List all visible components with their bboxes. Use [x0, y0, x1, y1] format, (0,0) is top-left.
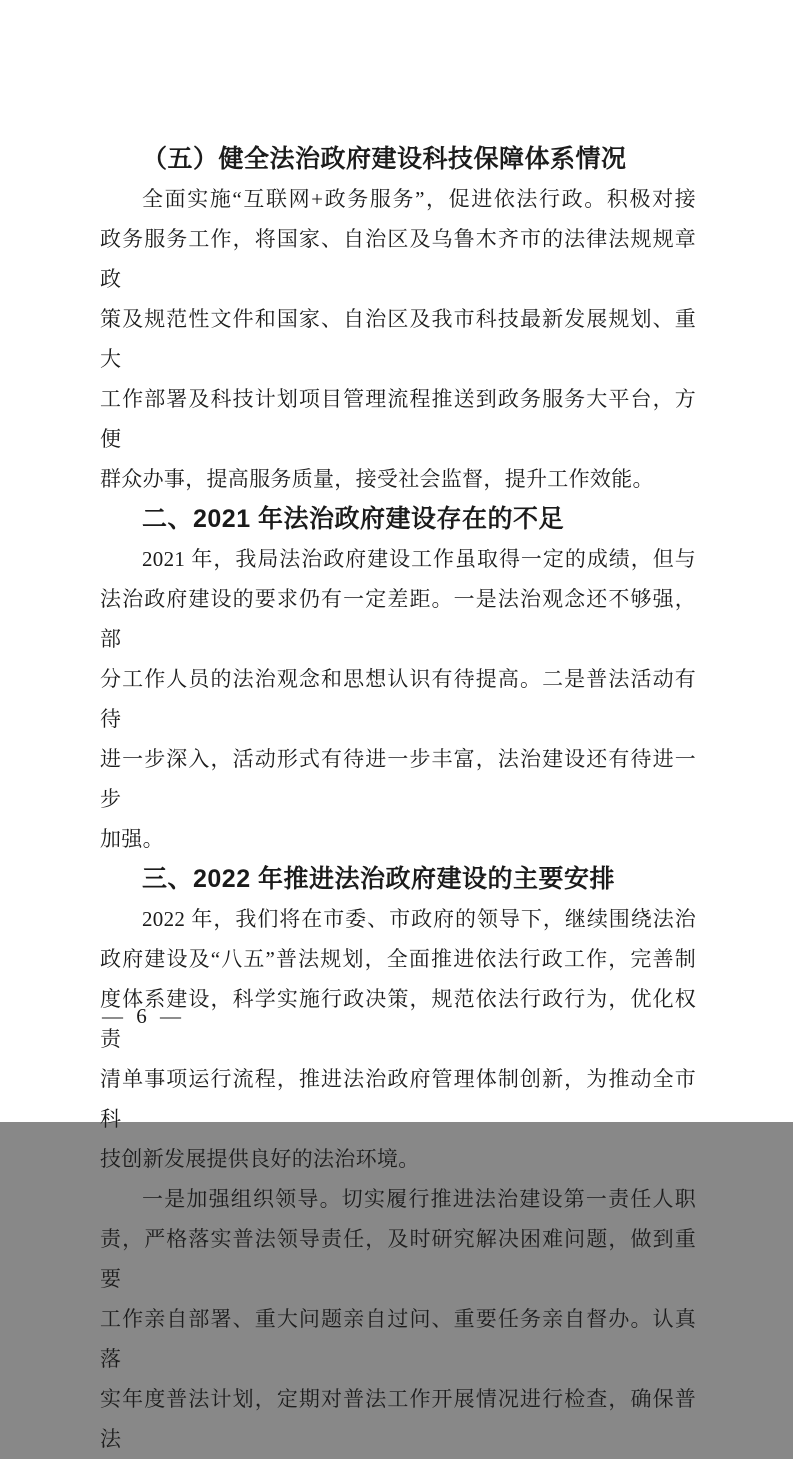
- section-heading-2021-shortcomings: 二、2021 年法治政府建设存在的不足: [142, 505, 565, 533]
- text-line: 清单事项运行流程，推进法治政府管理体制创新，为推动全市科: [100, 1067, 696, 1131]
- text-line: 全面实施“互联网+政务服务”，促进依法行政。积极对接: [142, 187, 696, 211]
- page-number: — 6 —: [102, 1004, 185, 1028]
- paragraph-tech-guarantee: [100, 179, 696, 499]
- text-line: 工作亲自部署、重大问题亲自过问、重要任务亲自督办。认真落: [100, 1307, 696, 1371]
- text-line: 工作部署及科技计划项目管理流程推送到政务服务大平台，方便: [100, 387, 696, 451]
- section-heading-tech-guarantee: （五）健全法治政府建设科技保障体系情况: [142, 145, 627, 173]
- text-line: 分工作人员的法治观念和思想认识有待提高。二是普法活动有待: [100, 667, 696, 731]
- text-line: 政务服务工作，将国家、自治区及乌鲁木齐市的法律法规规章政: [100, 227, 696, 291]
- text-line: 群众办事，提高服务质量，接受社会监督，提升工作效能。: [100, 467, 654, 491]
- paragraph-2021-shortcomings: [100, 539, 696, 859]
- document-body: [100, 139, 696, 1459]
- text-line: 实年度普法计划，定期对普法工作开展情况进行检查，确保普法: [100, 1387, 696, 1451]
- text-line: 策及规范性文件和国家、自治区及我市科技最新发展规划、重大: [100, 307, 696, 371]
- text-line: 进一步深入，活动形式有待进一步丰富，法治建设还有待进一步: [100, 747, 696, 811]
- text-line: 政府建设及“八五”普法规划，全面推进依法行政工作，完善制: [100, 947, 696, 971]
- text-line: 2021 年，我局法治政府建设工作虽取得一定的成绩，但与: [142, 547, 696, 571]
- text-line: 一是加强组织领导。切实履行推进法治建设第一责任人职: [142, 1187, 696, 1211]
- text-line: 2022 年，我们将在市委、市政府的领导下，继续围绕法治: [142, 907, 696, 931]
- text-line: 法治政府建设的要求仍有一定差距。一是法治观念还不够强，部: [100, 587, 696, 651]
- text-line: 责，严格落实普法领导责任，及时研究解决困难问题，做到重要: [100, 1227, 696, 1291]
- text-line: 技创新发展提供良好的法治环境。: [100, 1147, 420, 1171]
- text-line: 度体系建设，科学实施行政决策，规范依法行政行为，优化权责: [100, 987, 696, 1051]
- section-heading-2022-plan: 三、2022 年推进法治政府建设的主要安排: [142, 865, 616, 893]
- text-line: 加强。: [100, 827, 164, 851]
- paragraph-strengthen-leadership: [100, 1179, 696, 1459]
- paragraph-2022-plan: [100, 899, 696, 1179]
